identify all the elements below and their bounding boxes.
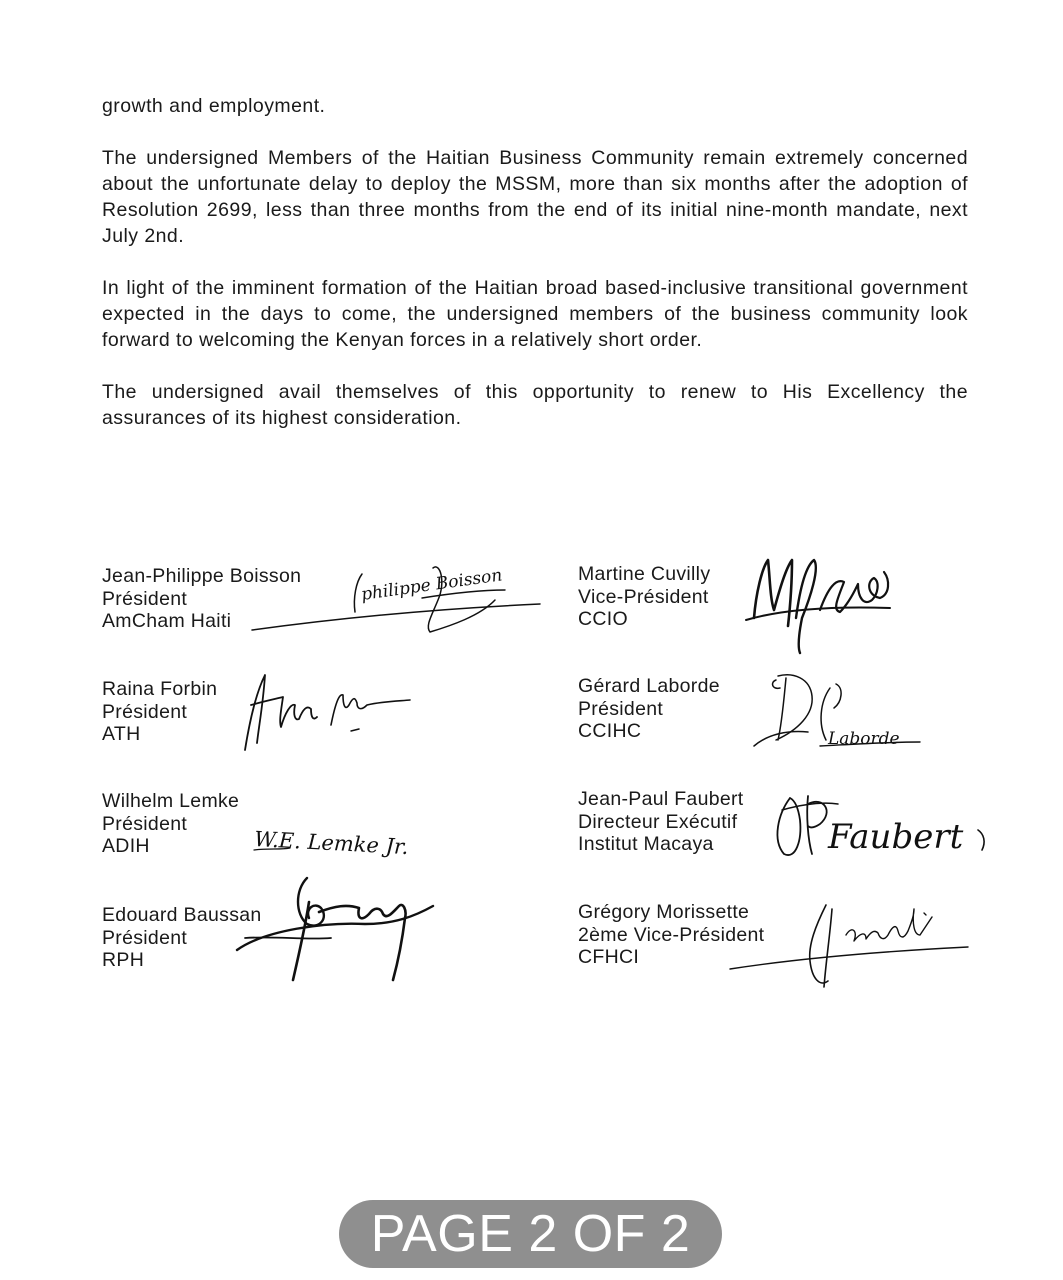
- signature-faubert: [768, 790, 998, 865]
- paragraph-transitional-government: In light of the imminent formation of the Haitian broad based-inclusive transitional government expected in the days to come, the undersigned members of the business community look forward to welcoming the Kenyan forces in a relatively short order.: [102, 277, 968, 351]
- signatory-name: Raina Forbin: [102, 678, 218, 700]
- signatory-organization: RPH: [102, 949, 145, 971]
- signatory-block-faubert: [578, 788, 744, 856]
- signature-boisson: [250, 560, 550, 640]
- signatory-title: Vice-Président: [578, 585, 709, 608]
- signatory-organization: ADIH: [102, 835, 150, 857]
- signatory-name: Jean-Philippe Boisson: [102, 565, 302, 587]
- signature-laborde: [748, 668, 928, 753]
- svg-text:Laborde: Laborde: [828, 729, 900, 749]
- signatory-title: Président: [102, 700, 188, 723]
- signature-morissette: [728, 895, 978, 995]
- signatory-name: Gérard Laborde: [578, 675, 720, 697]
- page-indicator-badge: PAGE 2 OF 2: [339, 1200, 722, 1268]
- signature-forbin: [235, 665, 415, 755]
- signatory-name: Wilhelm Lemke: [102, 790, 240, 812]
- svg-text:philippe Boisson: philippe Boisson: [359, 565, 504, 605]
- signatory-organization: CCIHC: [578, 720, 642, 742]
- paragraph-mssm-concern: The undersigned Members of the Haitian Business Community remain extremely concerned about the unfortunate delay to deploy the MSSM, more than six months after the adoption of Resolution 2699, less than three months from the end of its initial nine-month mandate, next July 2nd.: [102, 147, 968, 247]
- signatory-title: Président: [102, 587, 188, 610]
- signatory-organization: CCIO: [578, 608, 628, 630]
- signatory-organization: CFHCI: [578, 946, 640, 968]
- signatory-organization: ATH: [102, 723, 141, 745]
- signatory-block-cuvilly: [578, 563, 710, 631]
- svg-text:Faubert: Faubert: [828, 817, 964, 857]
- signature-cuvilly: [740, 548, 900, 658]
- signatory-title: Président: [102, 926, 188, 949]
- signatory-name: Grégory Morissette: [578, 901, 750, 923]
- paragraph-continuation: growth and employment.: [102, 95, 326, 117]
- signature-baussan: [235, 868, 445, 988]
- svg-text:W.E. Lemke Jr.: W.E. Lemke Jr.: [253, 827, 410, 860]
- signatory-organization: Institut Macaya: [578, 833, 714, 855]
- signatory-name: Martine Cuvilly: [578, 563, 711, 585]
- signatory-name: Edouard Baussan: [102, 904, 262, 926]
- signatory-block-lemke: [102, 790, 239, 858]
- signatory-title: Président: [578, 697, 664, 720]
- signatory-organization: AmCham Haiti: [102, 610, 232, 632]
- signatory-block-laborde: [578, 675, 720, 743]
- signatory-title: Président: [102, 812, 188, 835]
- signatory-title: 2ème Vice-Président: [578, 923, 765, 946]
- signatory-block-forbin: [102, 678, 217, 746]
- signatory-title: Directeur Exécutif: [578, 810, 738, 833]
- paragraph-closing: The undersigned avail themselves of this opportunity to renew to His Excellency the assurances of its highest consideration.: [102, 381, 968, 429]
- signatory-name: Jean-Paul Faubert: [578, 788, 744, 810]
- signature-lemke: [250, 800, 420, 870]
